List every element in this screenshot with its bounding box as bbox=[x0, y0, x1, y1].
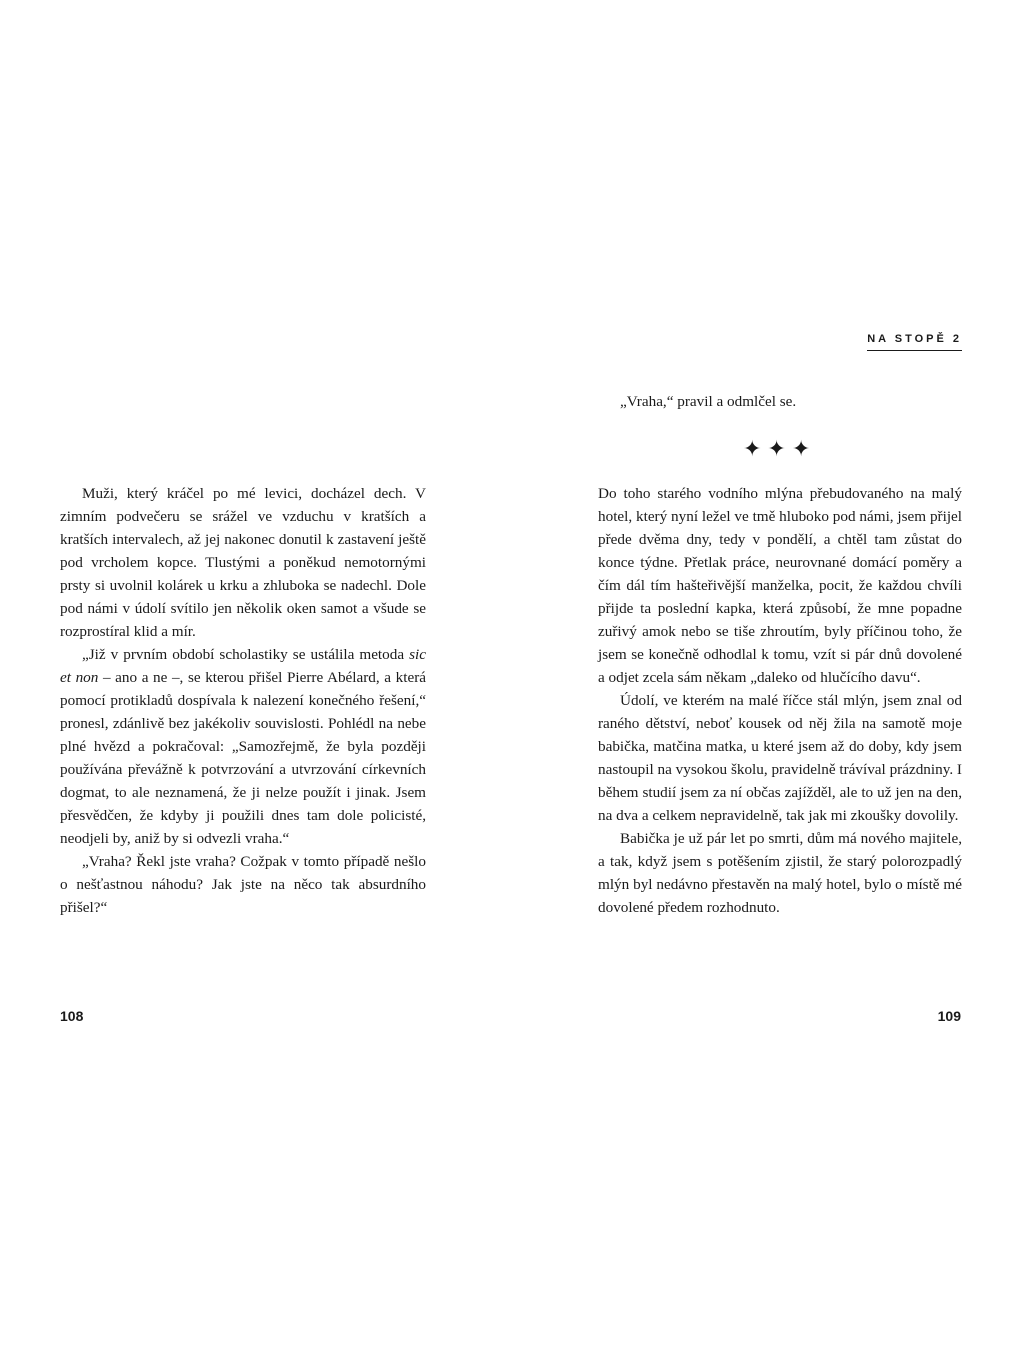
page-number: 108 bbox=[60, 1008, 84, 1024]
section-separator: ✦✦✦ bbox=[743, 436, 817, 461]
paragraph: Babička je už pár let po smrti, dům má nového majitele, a tak, když jsem s potěšením zjistil, že starý polorozpadlý mlýn byl nedávno přestavěn na malý hotel, bylo o místě mé dovolené předem rozhodnuto. bbox=[598, 830, 962, 916]
page-number: 109 bbox=[937, 1008, 961, 1024]
left-text-block bbox=[60, 482, 426, 919]
latin-phrase: sic et non bbox=[60, 646, 427, 686]
right-page bbox=[512, 0, 1024, 1365]
running-head: NA STOPĚ 2 bbox=[867, 333, 962, 351]
paragraph-text: – ano a ne –, se kterou přišel Pierre Abélard, a která pomocí protikladů dospívala k nalezení konečného řešení,“ pronesl, zdánlivě bez jakékoliv souvislosti. Pohlédl na nebe plné hvězd a pokračoval: „Samozřejmě, že byla později používána převážně k potvrzování a utvrzování církevních dogmat, to ale neznamená, že ji nelze použít i jinak. Jsem přesvědčen, že kdyby ji použili dnes tam dole policisté, neodjeli by, aniž by si odvezli vraha.“ bbox=[60, 669, 426, 847]
paragraph: Do toho starého vodního mlýna přebudovaného na malý hotel, který nyní ležel ve tmě hluboko pod námi, jsem přijel přede dvěma dny, tedy v pondělí, a chtěl tam zůstat do konce týdne. Přetlak práce, neurovnané domácí poměry a čím dál tím hašteřivější manželka, pocit, že každou chvíli přijde ta poslední kapka, která způsobí, že mne popadne zuřivý amok nebo se tiše zhroutím, byly příčinou toho, že jsem se konečně odhodlal k tomu, vzít si pár dnů dovolené a odjet zcela sám někam „daleko od hlučícího davu“. bbox=[598, 485, 962, 686]
paragraph bbox=[60, 643, 426, 850]
right-text-block bbox=[598, 482, 962, 919]
paragraph: „Vraha? Řekl jste vraha? Cožpak v tomto případě nešlo o nešťastnou náhodu? Jak jste na něco tak absurdního přišel?“ bbox=[60, 853, 426, 916]
paragraph: Údolí, ve kterém na malé říčce stál mlýn, jsem znal od raného dětství, neboť kousek od něj žila na samotě moje babička, matčina matka, u které jsem až do doby, kdy jsem nastoupil na vysokou školu, pravidelně trávíval prázdniny. I během studií jsem za ní občas zajížděl, ale to už jen na den, na dva a celkem nepravidelně, tak jak mi zkoušky dovolily. bbox=[598, 692, 962, 824]
paragraph: Muži, který kráčel po mé levici, docházel dech. V zimním podvečeru se srážel ve vzduchu v kratších a kratších intervalech, až jej nakonec donutil k zastavení ještě pod vrcholem kopce. Tlustými a poněkud nemotornými prsty si uvolnil kolárek u krku a zhluboka se nadechl. Dole pod námi v údolí svítilo jen několik oken samot a všude se rozprostíral klid a mír. bbox=[60, 485, 426, 640]
dialogue-line: „Vraha,“ pravil a odmlčel se. bbox=[620, 393, 797, 410]
paragraph-text: „Již v prvním období scholastiky se ustálila metoda bbox=[82, 646, 405, 663]
